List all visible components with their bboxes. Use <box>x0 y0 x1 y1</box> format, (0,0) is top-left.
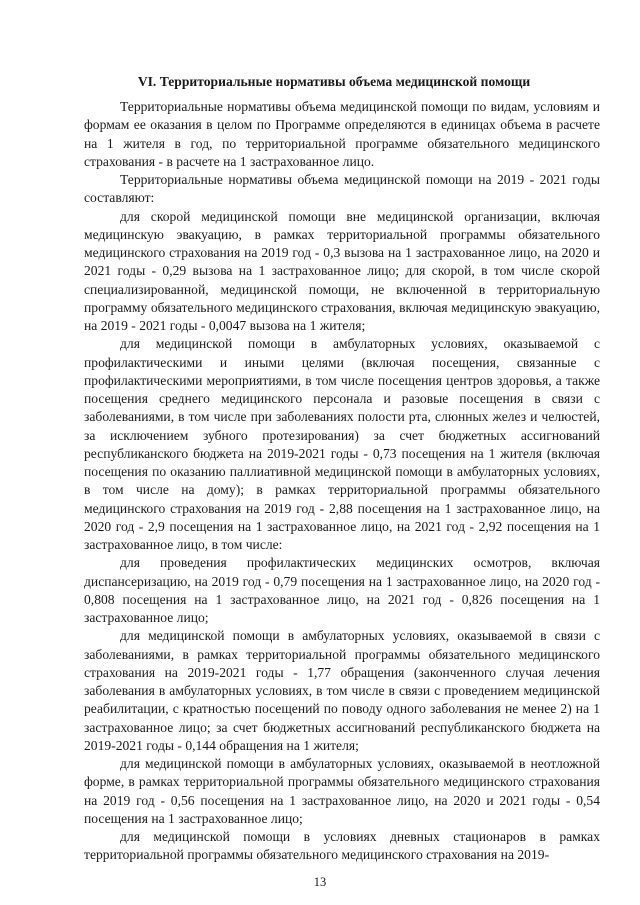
paragraph-intro: Территориальные нормативы объема медицинской помощи по видам, условиям и формам ее оказания в целом по Программе определяются в единицах объема в расчете на 1 жителя в год, по территориальной программе обязательного медицинского страхования - в расчете на 1 застрахованное лицо. <box>84 99 600 169</box>
paragraph-outpatient-urgent: для медицинской помощи в амбулаторных условиях, оказываемой в неотложной форме, в рамках территориальной программы обязательного медицинского страхования на 2019 год - 0,56 посещения на 1 застрахованное лицо, на 2020 и 2021 годы - 0,54 посещения на 1 застрахованное лицо; <box>84 756 600 826</box>
paragraph-day-hospital: для медицинской помощи в условиях дневных стационаров в рамках территориальной программы обязательного медицинского страхования на 2019- <box>84 829 600 863</box>
section-title: VI. Территориальные нормативы объема медицинской помощи <box>137 74 531 89</box>
paragraph-medical-examinations: для проведения профилактических медицинских осмотров, включая диспансеризацию, на 2019 год - 0,79 посещения на 1 застрахованное лицо, на 2020 год - 0,808 посещения на 1 застрахованное лицо, на 2021 год - 0,826 посещения на 1 застрахованное лицо; <box>84 555 600 625</box>
paragraph-emergency-care: для скорой медицинской помощи вне медицинской организации, включая медицинскую эвакуацию, в рамках территориальной программы обязательного медицинского страхования на 2019 год - 0,3 вызова на 1 застрахованное лицо, на 2020 и 2021 годы - 0,29 вызова на 1 застрахованное лицо; для скорой, в том числе скорой специализированной, медицинской помощи, не включенной в территориальную программу обязательного медицинского страхования, включая медицинскую эвакуацию, на 2019 - 2021 годы - 0,0047 вызова на 1 жителя; <box>84 208 600 333</box>
paragraph-outpatient-preventive: для медицинской помощи в амбулаторных условиях, оказываемой с профилактическими и иными целями (включая посещения, связанные с профилактическими мероприятиями, в том числе посещения центров здоровья, а также посещения среднего медицинского персонала и разовые посещения в связи с заболеваниями, в том числе при заболеваниях полости рта, слюнных желез и челюстей, за исключением зубного протезирования) за счет бюджетных ассигнований республиканского бюджета на 2019-2021 годы - 0,73 посещения на 1 жителя (включая посещения по оказанию паллиативной медицинской помощи в амбулаторных условиях, в том числе на дому); в рамках территориальной программы обязательного медицинского страхования на 2019 год - 2,88 посещения на 1 застрахованное лицо, на 2020 год - 2,9 посещения на 1 застрахованное лицо, на 2021 год - 2,92 посещения на 1 застрахованное лицо, в том числе: <box>84 336 600 552</box>
page-number: 13 <box>313 875 327 889</box>
document-body <box>84 98 600 865</box>
paragraph-outpatient-disease: для медицинской помощи в амбулаторных условиях, оказываемой в связи с заболеваниями, в рамках территориальной программы обязательного медицинского страхования на 2019-2021 годы - 1,77 обращения (законченного случая лечения заболевания в амбулаторных условиях, в том числе в связи с проведением медицинской реабилитации, с кратностью посещений по поводу одного заболевания не менее 2) на 1 застрахованное лицо; за счет бюджетных ассигнований республиканского бюджета на 2019-2021 годы - 0,144 обращения на 1 жителя; <box>84 628 600 753</box>
paragraph-norms-lead: Территориальные нормативы объема медицинской помощи на 2019 - 2021 годы составляют: <box>84 172 600 206</box>
